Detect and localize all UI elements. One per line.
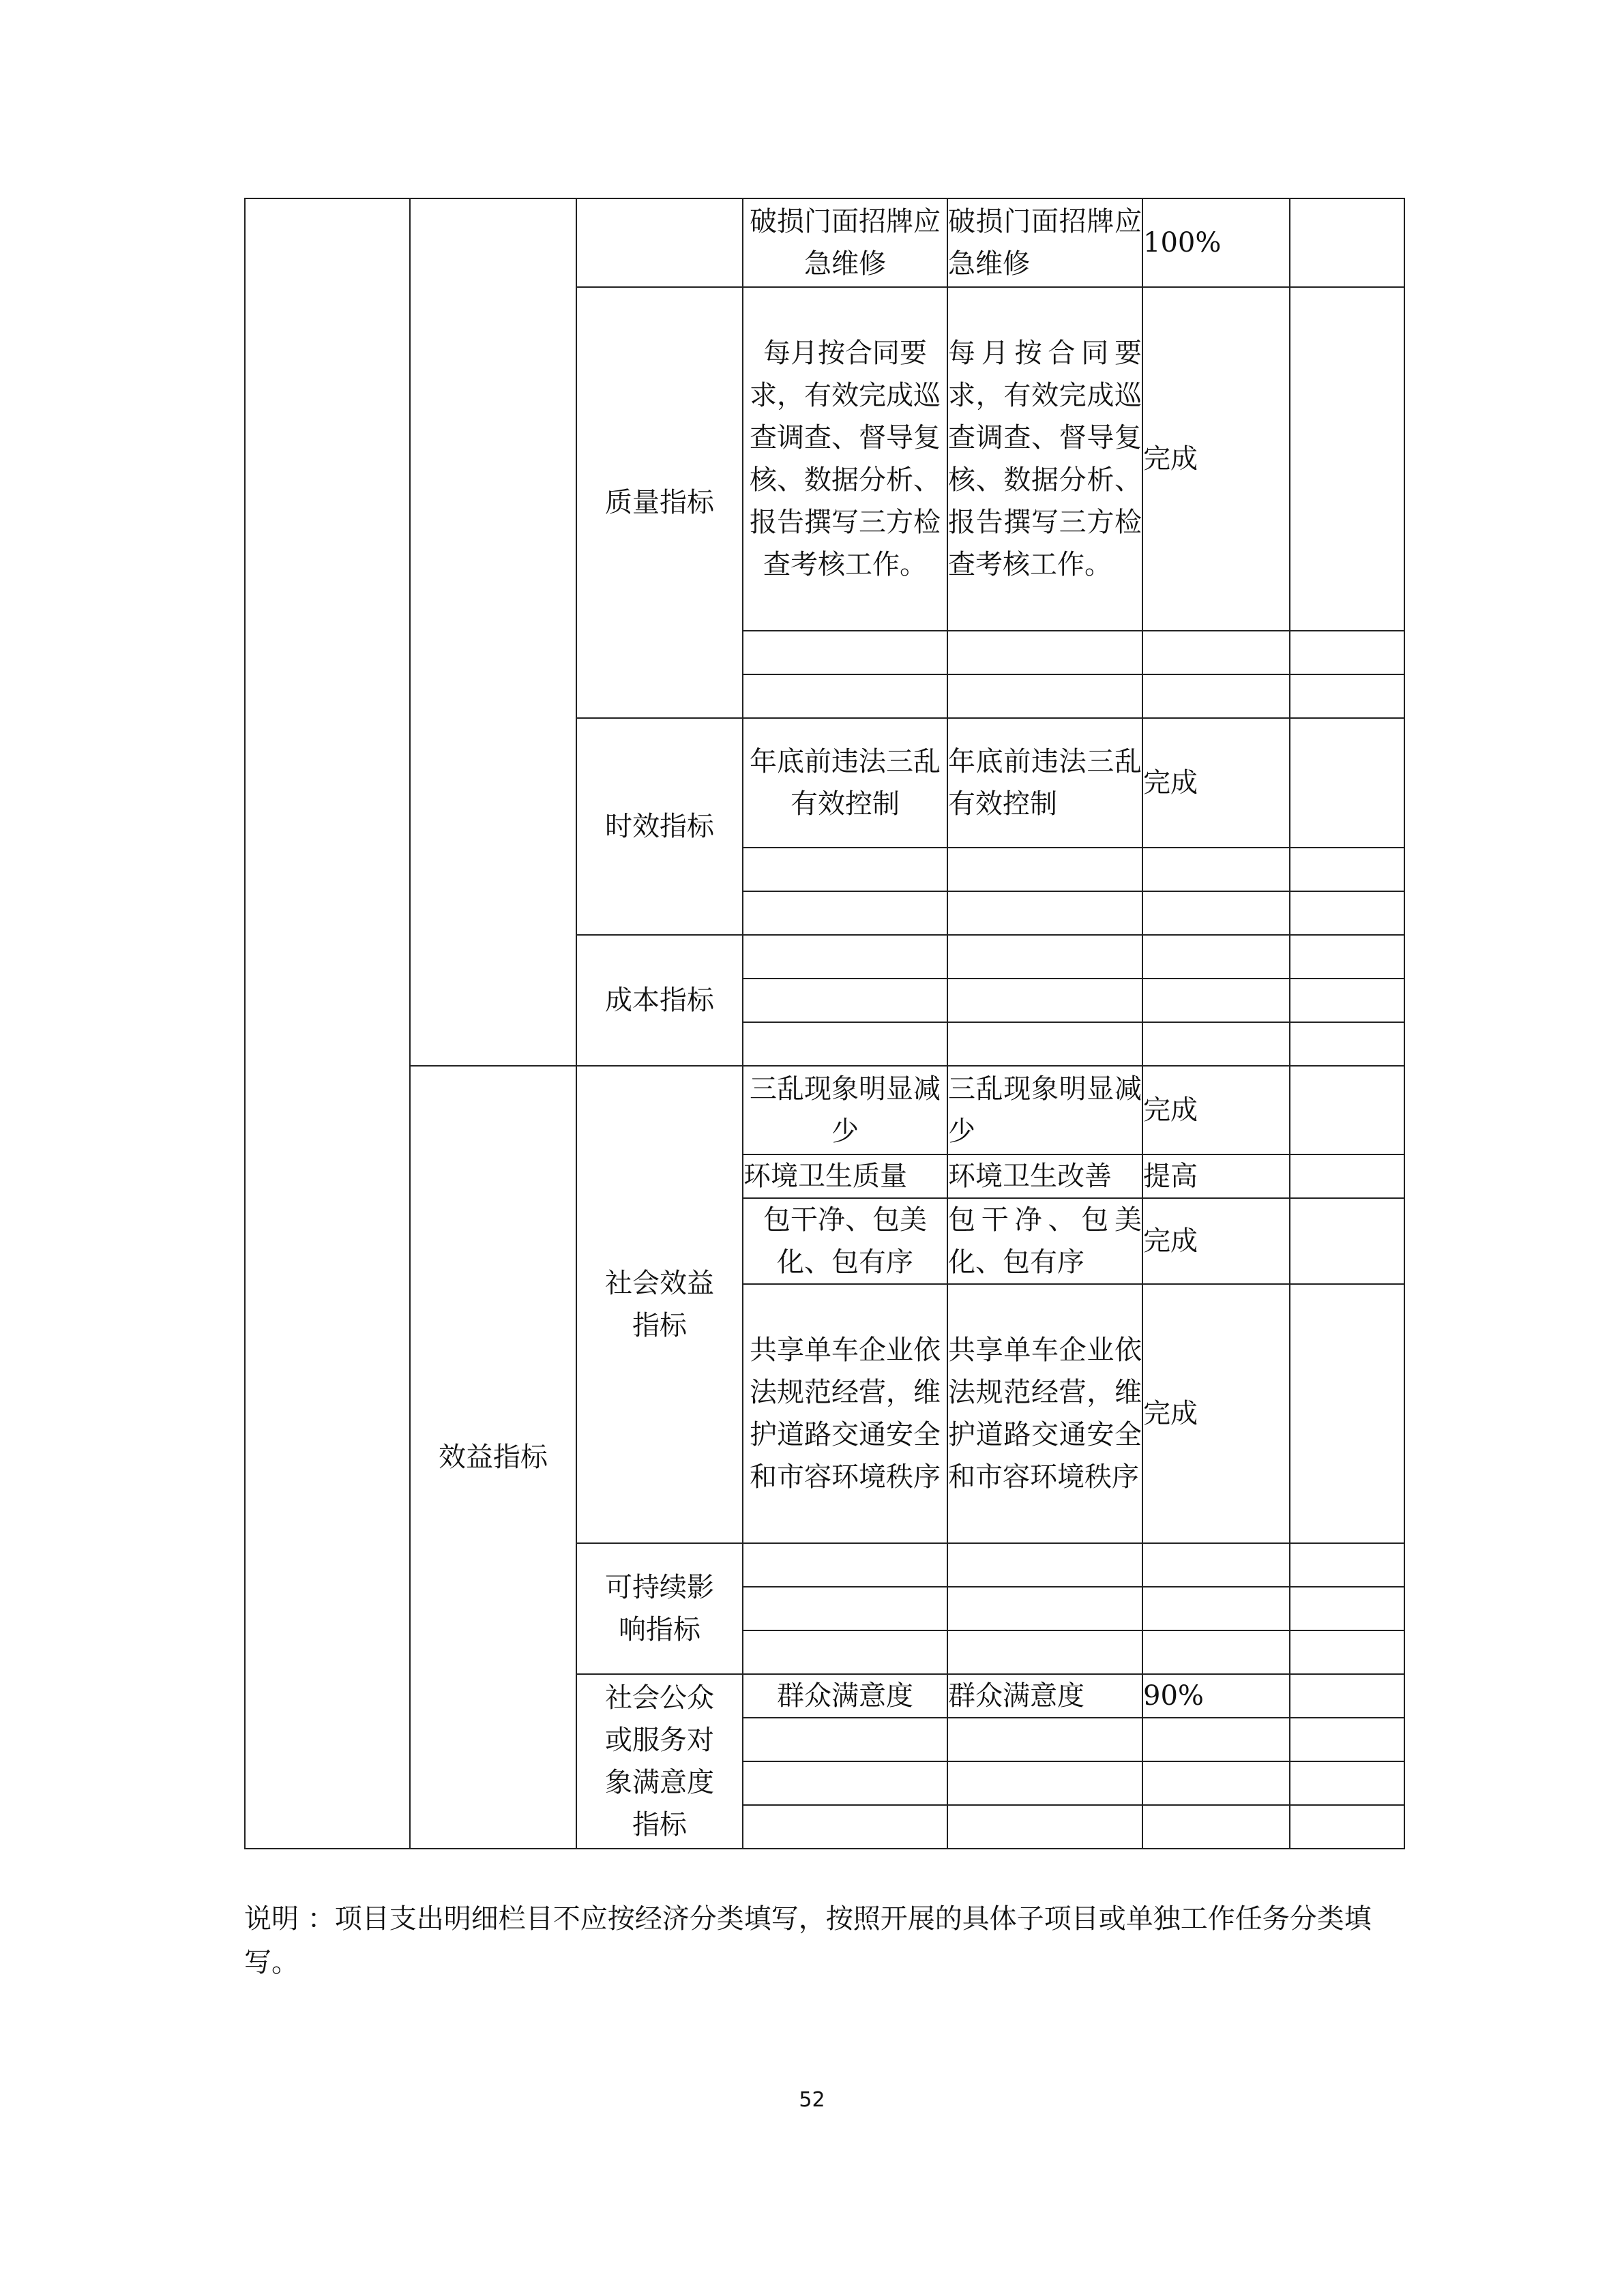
value-cell <box>1142 1022 1290 1066</box>
target-cell: 三乱现象明显减少 <box>947 1066 1142 1154</box>
page-number: 52 <box>799 2088 825 2112</box>
level3-social-label: 社会效益指标 <box>605 1268 714 1341</box>
content-cell: 群众满意度 <box>743 1674 947 1718</box>
value-cell <box>1142 1587 1290 1630</box>
content-cell: 包干净、包美化、包有序 <box>743 1198 947 1284</box>
target-cell: 环境卫生改善 <box>947 1154 1142 1198</box>
value-cell: 提高 <box>1142 1154 1290 1198</box>
extra-cell <box>1290 1630 1404 1674</box>
extra-cell <box>1290 979 1404 1022</box>
value-cell: 完成 <box>1142 1284 1290 1543</box>
target-cell: 每月按合同要求，有效完成巡查调查、督导复核、数据分析、报告撰写三方检查考核工作。 <box>947 287 1142 631</box>
content-cell <box>743 979 947 1022</box>
level3-sustainable-label: 可持续影响指标 <box>605 1572 714 1645</box>
extra-cell <box>1290 1022 1404 1066</box>
explanatory-note: 说明 ：项目支出明细栏目不应按经济分类填写，按照开展的具体子项目或单独工作任务分类填写。 <box>244 1903 1372 1978</box>
value-cell <box>1142 674 1290 718</box>
target-cell <box>947 848 1142 891</box>
level2-benefit-cell: 效益指标 <box>410 1066 576 1849</box>
content-cell <box>743 891 947 935</box>
extra-cell <box>1290 891 1404 935</box>
content-cell: 每月按合同要求，有效完成巡查调查、督导复核、数据分析、报告撰写三方检查考核工作。 <box>743 287 947 631</box>
level3-quality-cell: 质量指标 <box>576 287 743 718</box>
value-cell: 完成 <box>1142 1198 1290 1284</box>
content-cell: 共享单车企业依法规范经营，维护道路交通安全和市容环境秩序 <box>743 1284 947 1543</box>
target-cell: 破损门面招牌应急维修 <box>947 198 1142 287</box>
content-cell: 三乱现象明显减少 <box>743 1066 947 1154</box>
target-cell <box>947 1630 1142 1674</box>
extra-cell <box>1290 287 1404 631</box>
performance-indicator-table <box>244 198 1405 1849</box>
level3-quantity-cell <box>576 198 743 287</box>
content-cell <box>743 848 947 891</box>
content-cell: 年底前违法三乱有效控制 <box>743 718 947 848</box>
target-cell: 年底前违法三乱有效控制 <box>947 718 1142 848</box>
content-cell <box>743 1630 947 1674</box>
value-cell <box>1142 1718 1290 1761</box>
extra-cell <box>1290 1718 1404 1761</box>
value-cell <box>1142 935 1290 979</box>
value-cell: 完成 <box>1142 287 1290 631</box>
value-cell <box>1142 1805 1290 1849</box>
target-cell <box>947 1761 1142 1805</box>
content-cell <box>743 1761 947 1805</box>
level1-indicator-cell <box>245 198 410 1849</box>
extra-cell <box>1290 1154 1404 1198</box>
value-cell <box>1142 848 1290 891</box>
value-cell <box>1142 1761 1290 1805</box>
extra-cell <box>1290 1674 1404 1718</box>
extra-cell <box>1290 674 1404 718</box>
target-cell <box>947 1805 1142 1849</box>
target-cell <box>947 674 1142 718</box>
target-cell <box>947 1718 1142 1761</box>
content-cell: 环境卫生质量 <box>743 1154 947 1198</box>
value-cell: 完成 <box>1142 718 1290 848</box>
target-cell <box>947 891 1142 935</box>
value-cell: 100% <box>1142 198 1290 287</box>
extra-cell <box>1290 1761 1404 1805</box>
value-cell <box>1142 631 1290 674</box>
extra-cell <box>1290 1198 1404 1284</box>
level2-output-cell <box>410 198 576 1066</box>
target-cell <box>947 1587 1142 1630</box>
value-cell <box>1142 1630 1290 1674</box>
content-cell <box>743 935 947 979</box>
extra-cell <box>1290 848 1404 891</box>
target-cell <box>947 979 1142 1022</box>
value-cell <box>1142 891 1290 935</box>
extra-cell <box>1290 1543 1404 1587</box>
content-cell <box>743 1587 947 1630</box>
target-cell: 共享单车企业依法规范经营，维护道路交通安全和市容环境秩序 <box>947 1284 1142 1543</box>
value-cell <box>1142 979 1290 1022</box>
target-cell: 包干净、包美化、包有序 <box>947 1198 1142 1284</box>
extra-cell <box>1290 1066 1404 1154</box>
table-row <box>245 198 1404 287</box>
target-cell <box>947 631 1142 674</box>
value-cell: 90% <box>1142 1674 1290 1718</box>
level3-satisfaction-cell <box>576 1674 743 1849</box>
value-cell <box>1142 1543 1290 1587</box>
content-cell <box>743 1805 947 1849</box>
level3-social-cell <box>576 1066 743 1543</box>
level3-cost-cell: 成本指标 <box>576 935 743 1066</box>
extra-cell <box>1290 198 1404 287</box>
content-cell: 破损门面招牌应急维修 <box>743 198 947 287</box>
extra-cell <box>1290 935 1404 979</box>
content-cell <box>743 631 947 674</box>
level3-satisfaction-label: 社会公众或服务对象满意度指标 <box>605 1682 714 1840</box>
extra-cell <box>1290 1284 1404 1543</box>
target-cell <box>947 1022 1142 1066</box>
extra-cell <box>1290 1587 1404 1630</box>
target-cell: 群众满意度 <box>947 1674 1142 1718</box>
extra-cell <box>1290 1805 1404 1849</box>
table-row <box>245 1066 1404 1154</box>
content-cell <box>743 1543 947 1587</box>
level3-sustainable-cell <box>576 1543 743 1674</box>
content-cell <box>743 674 947 718</box>
value-cell: 完成 <box>1142 1066 1290 1154</box>
target-cell <box>947 935 1142 979</box>
extra-cell <box>1290 631 1404 674</box>
level3-timeliness-cell: 时效指标 <box>576 718 743 935</box>
extra-cell <box>1290 718 1404 848</box>
content-cell <box>743 1718 947 1761</box>
content-cell <box>743 1022 947 1066</box>
target-cell <box>947 1543 1142 1587</box>
